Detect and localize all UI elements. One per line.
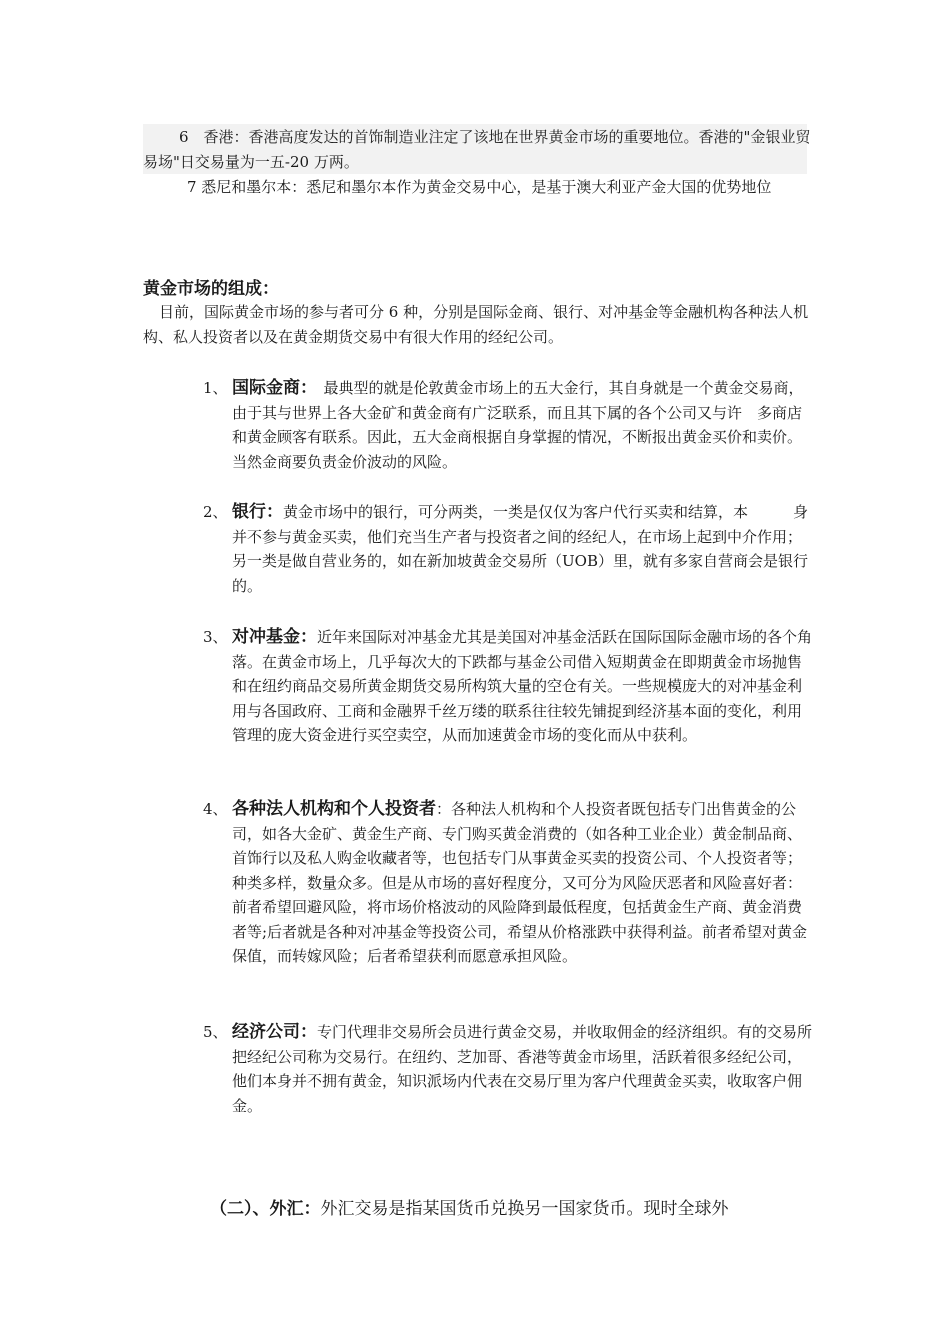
list-item-number: 4、 — [203, 800, 228, 818]
list-item-label: 经济公司： — [232, 1022, 317, 1042]
list-item-number: 5、 — [203, 1023, 228, 1041]
forex-heading: （二）、外汇： — [210, 1199, 321, 1219]
forex-text: 外汇交易是指某国货币兑换另一国家货币。现时全球外 — [320, 1199, 729, 1219]
list-item-text: 近年来国际对冲基金尤其是美国对冲基金活跃在国际国际金融市场的各个角落。在黄金市场上，几乎每次大的下跌都与基金公司借入短期黄金在即期黄金市场抛售和在纽约商品交易所黄金期货交易所构筑大量的空仓有关。一些规模庞大的对冲基金利用与各国政府、工商和金融界千丝万缕的联系往往较先铺捉到经济基本面的变化，利用管理的庞大资金进行买空卖空，从而加速黄金市场的变化而从中获利。 — [232, 628, 813, 744]
composition-intro-paragraph: 目前，国际黄金市场的参与者可分 6 种，分别是国际金商、银行、对冲基金等金融机构各种法人机构、私人投资者以及在黄金期货交易中有很大作用的经纪公司。 — [143, 303, 809, 346]
sydney-melbourne-paragraph: 7 悉尼和墨尔本：悉尼和墨尔本作为黄金交易中心，是基于澳大利亚产金大国的优势地位 — [187, 178, 772, 196]
list-item-label: 对冲基金： — [232, 627, 317, 647]
list-item — [203, 376, 815, 474]
list-item-number: 1、 — [203, 379, 228, 397]
list-item-label: 国际金商： — [232, 378, 309, 398]
list-item-label: 银行： — [232, 502, 283, 522]
list-item-number: 3、 — [203, 628, 228, 646]
forex-section — [210, 1196, 830, 1222]
list-item — [203, 797, 815, 969]
list-item-text: ：各种法人机构和个人投资者既包括专门出售黄金的公司，如各大金矿、黄金生产商、专门购买黄金消费的（如各种工业企业）黄金制品商、首饰行以及私人购金收藏者等，也包括专门从事黄金买卖的投资公司、个人投资者等；种类多样，数量众多。但是从市场的喜好程度分，又可分为风险厌恶者和风险喜好者：前者希望回避风险，将市场价格波动的风险降到最低程度，包括黄金生产商、黄金消费者等;后者就是各种对冲基金等投资公司，希望从价格涨跌中获得利益。前者希望对黄金保值，而转嫁风险；后者希望获利而愿意承担风险。 — [232, 800, 808, 965]
list-item-text: 黄金市场中的银行，可分两类，一类是仅仅为客户代行买卖和结算，本 身并不参与黄金买卖，他们充当生产者与投资者之间的经纪人，在市场上起到中介作用；另一类是做自营业务的，如在新加坡黄金交易所（UOB）里，就有多家自营商会是银行的。 — [232, 503, 809, 595]
list-item-text: 最典型的就是伦敦黄金市场上的五大金行，其自身就是一个黄金交易商，由于其与世界上各大金矿和黄金商有广泛联系，而且其下属的各个公司又与许 多商店和黄金顾客有联系。因此，五大金商根据自身掌握的情况，不断报出黄金买价和卖价。当然金商要负责金价波动的风险。 — [232, 379, 804, 471]
list-item-label: 各种法人机构和个人投资者 — [232, 799, 436, 819]
list-item-number: 2、 — [203, 503, 228, 521]
section-heading-market-composition: 黄金市场的组成： — [143, 279, 279, 299]
list-item — [203, 625, 815, 748]
list-item-text: 专门代理非交易所会员进行黄金交易，并收取佣金的经济组织。有的交易所把经纪公司称为交易行。在纽约、芝加哥、香港等黄金市场里，活跃着很多经纪公司，他们本身并不拥有黄金，知识派场内代表在交易厅里为客户代理黄金买卖，收取客户佣金。 — [232, 1023, 813, 1115]
list-item — [203, 500, 815, 598]
list-item — [203, 1020, 815, 1118]
hongkong-paragraph: 6 香港：香港高度发达的首饰制造业注定了该地在世界黄金市场的重要地位。香港的"金银业贸易场"日交易量为一五-20 万两。 — [143, 128, 811, 171]
